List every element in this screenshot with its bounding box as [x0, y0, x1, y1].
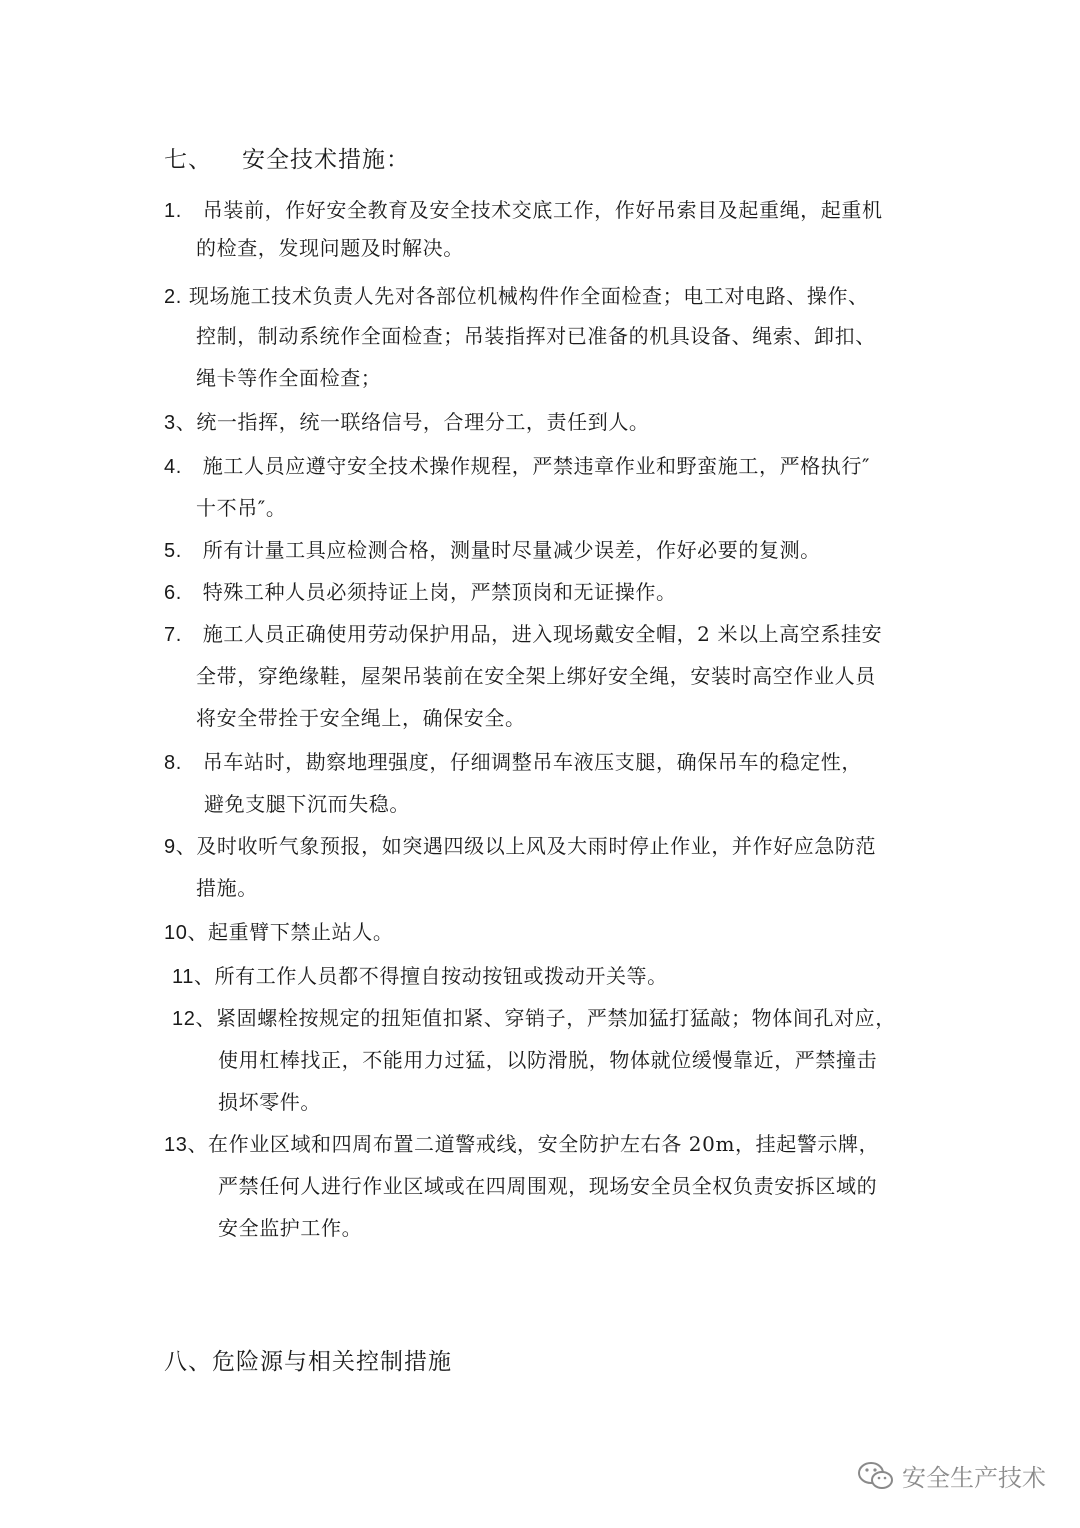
- item-text: 施工人员应遵守安全技术操作规程，严禁违章作业和野蛮施工，严格执行″: [202, 454, 871, 478]
- item-13-line-1: [164, 1130, 879, 1159]
- item-6-number: 6.: [164, 582, 182, 604]
- item-text: 及时收听气象预报，如突遇四级以上风及大雨时停止作业，并作好应急防范: [196, 834, 877, 858]
- item-4-number: 4.: [164, 456, 182, 478]
- wechat-icon: [856, 1460, 896, 1492]
- item-4-line-2: 十不吊″。: [196, 496, 287, 520]
- item-text: 紧固螺栓按规定的扭矩值扣紧、穿销子，严禁加猛打猛敲；物体间孔对应，: [216, 1006, 896, 1030]
- item-text: 在作业区域和四周布置二道警戒线，安全防护左右各 20m，挂起警示牌，: [208, 1132, 880, 1156]
- section-seven-title: 安全技术措施：: [242, 147, 410, 173]
- item-1-line-2: 的检查，发现问题及时解决。: [196, 236, 464, 260]
- item-text: 起重臂下禁止站人。: [208, 920, 394, 944]
- item-8-number: 8.: [164, 752, 182, 774]
- item-2-line-1: [164, 282, 869, 311]
- item-2-line-2: 控制，制动系统作全面检查；吊装指挥对已准备的机具设备、绳索、卸扣、: [196, 324, 876, 348]
- item-13-line-2: 严禁任何人进行作业区域或在四周围观，现场安全员全权负责安拆区域的: [218, 1174, 878, 1198]
- section-seven-heading: [164, 146, 410, 174]
- item-11-number: 11、: [172, 966, 215, 988]
- item-10-number: 10、: [164, 922, 209, 944]
- watermark-text: 安全生产技术: [902, 1464, 1046, 1492]
- item-13-line-3: 安全监护工作。: [218, 1216, 363, 1240]
- item-text: 现场施工技术负责人先对各部位机械构件作全面检查；电工对电路、操作、: [188, 284, 869, 308]
- item-7-line-3: 将安全带拴于安全绳上，确保安全。: [196, 706, 526, 730]
- item-5-number: 5.: [164, 540, 182, 562]
- watermark: [856, 1458, 1046, 1493]
- item-9-line-2: 措施。: [196, 876, 258, 900]
- item-4-line-1: [164, 452, 870, 481]
- item-3-number: 3、: [164, 412, 197, 434]
- item-10-line-1: [164, 918, 393, 947]
- item-9-line-1: [164, 832, 876, 861]
- section-eight-heading: 八、危险源与相关控制措施: [164, 1349, 452, 1375]
- item-6-line-1: [164, 578, 677, 607]
- item-11-line-1: [172, 962, 668, 991]
- item-7-line-1: [164, 620, 882, 649]
- item-1-number: 1.: [164, 200, 182, 222]
- item-5-line-1: [164, 536, 821, 565]
- item-12-number: 12、: [172, 1008, 217, 1030]
- item-2-line-3: 绳卡等作全面检查；: [196, 366, 382, 390]
- item-text: 施工人员正确使用劳动保护用品，进入现场戴安全帽，2 米以上高空系挂安: [202, 622, 883, 646]
- item-text: 统一指挥，统一联络信号，合理分工，责任到人。: [196, 410, 650, 434]
- item-13-number: 13、: [164, 1134, 209, 1156]
- item-9-number: 9、: [164, 836, 197, 858]
- item-text: 特殊工种人员必须持证上岗，严禁顶岗和无证操作。: [202, 580, 677, 604]
- item-12-line-2: 使用杠棒找正，不能用力过猛，以防滑脱，物体就位缓慢靠近，严禁撞击: [218, 1048, 878, 1072]
- item-7-number: 7.: [164, 624, 182, 646]
- item-2-number: 2.: [164, 286, 182, 308]
- item-text: 吊车站时，勘察地理强度，仔细调整吊车液压支腿，确保吊车的稳定性，: [202, 750, 862, 774]
- item-1-line-1: [164, 196, 883, 225]
- item-8-line-2: 避免支腿下沉而失稳。: [204, 792, 410, 816]
- item-text: 所有工作人员都不得擅自按动按钮或拨动开关等。: [214, 964, 668, 988]
- section-seven-number: 七、: [164, 147, 212, 173]
- item-12-line-3: 损坏零件。: [218, 1090, 321, 1114]
- item-text: 吊装前，作好安全教育及安全技术交底工作，作好吊索目及起重绳，起重机: [202, 198, 883, 222]
- item-8-line-1: [164, 748, 862, 777]
- item-3-line-1: [164, 408, 650, 437]
- item-12-line-1: [172, 1004, 896, 1033]
- item-7-line-2: 全带，穿绝缘鞋，屋架吊装前在安全架上绑好安全绳，安装时高空作业人员: [196, 664, 876, 688]
- item-text: 所有计量工具应检测合格，测量时尽量减少误差，作好必要的复测。: [202, 538, 821, 562]
